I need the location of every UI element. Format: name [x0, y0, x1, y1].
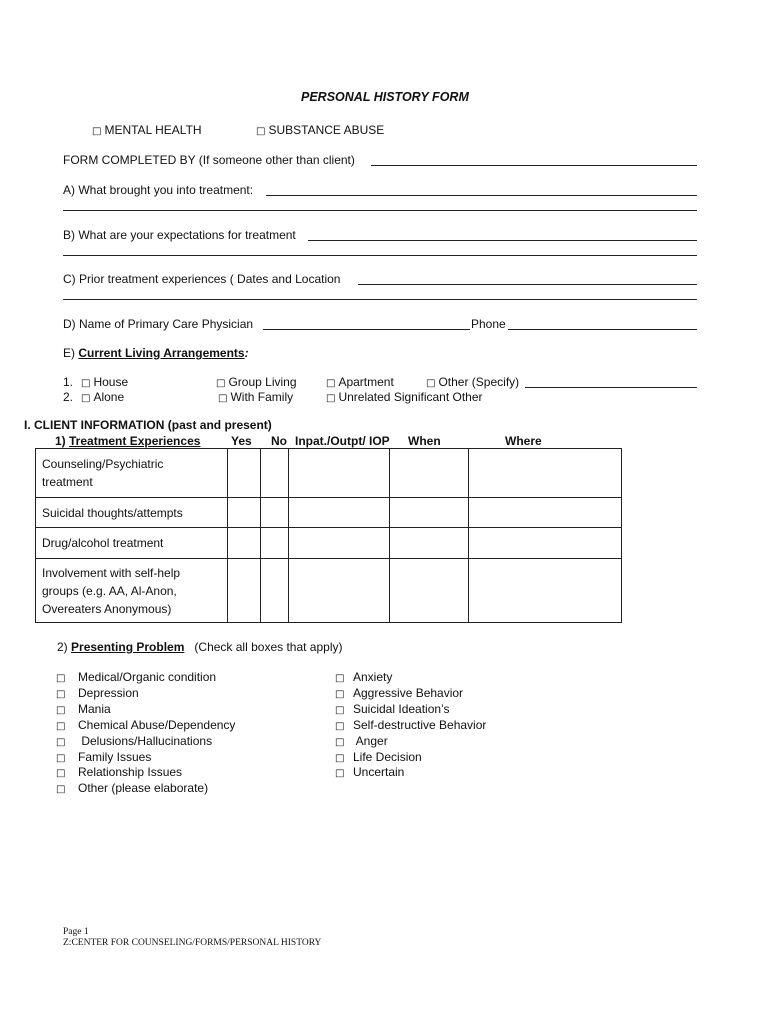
presenting-item[interactable] — [56, 765, 182, 779]
checkbox-icon[interactable]: □ — [335, 673, 345, 684]
mental-health-option[interactable] — [92, 123, 202, 137]
yes-cell[interactable] — [228, 498, 261, 528]
checkbox-icon[interactable]: □ — [92, 126, 102, 137]
presenting-item-label: Relationship Issues — [78, 765, 183, 780]
presenting-item-label: Anxiety — [353, 670, 393, 684]
presenting-item[interactable] — [56, 702, 111, 716]
question-b-field-line2[interactable] — [63, 255, 697, 256]
question-c-field-line2[interactable] — [63, 299, 697, 300]
presenting-problem-title: Presenting Problem — [71, 640, 185, 654]
where-cell[interactable] — [469, 528, 622, 559]
presenting-item[interactable] — [56, 734, 212, 748]
checkbox-icon[interactable]: □ — [335, 720, 345, 732]
question-c-label: C) Prior treatment experiences ( Dates and Location — [63, 272, 341, 286]
presenting-item[interactable] — [335, 670, 392, 684]
table-row — [36, 449, 622, 498]
checkbox-icon[interactable]: □ — [426, 378, 436, 389]
checkbox-icon[interactable]: □ — [335, 688, 345, 700]
living-num-2: 2. — [63, 390, 74, 404]
checkbox-icon[interactable]: □ — [56, 688, 66, 700]
presenting-item-label: Life Decision — [353, 749, 422, 764]
substance-abuse-label: SUBSTANCE ABUSE — [268, 123, 385, 137]
client-info-heading: I. CLIENT INFORMATION (past and present) — [24, 418, 272, 432]
living-option-other[interactable]: □ Other (Specify) — [426, 375, 520, 389]
column-no: No — [271, 434, 287, 448]
where-cell[interactable] — [469, 449, 622, 498]
inpat-cell[interactable] — [289, 449, 390, 498]
living-arrangements-title: Current Living Arrangements — [78, 346, 245, 360]
presenting-item[interactable] — [335, 718, 486, 732]
table-row — [36, 528, 622, 559]
phone-label: Phone — [471, 317, 506, 331]
when-cell[interactable] — [390, 449, 469, 498]
checkbox-icon[interactable]: □ — [56, 768, 66, 780]
inpat-cell[interactable] — [289, 498, 390, 528]
presenting-item-label: Medical/Organic condition — [78, 670, 217, 684]
form-title: PERSONAL HISTORY FORM — [301, 90, 469, 104]
presenting-item-label: Mania — [78, 701, 111, 716]
no-cell[interactable] — [261, 528, 289, 559]
yes-cell[interactable] — [228, 449, 261, 498]
column-when: When — [408, 434, 441, 448]
where-cell[interactable] — [469, 559, 622, 623]
presenting-item[interactable] — [335, 734, 388, 748]
when-cell[interactable] — [390, 559, 469, 623]
presenting-item[interactable] — [56, 686, 139, 700]
checkbox-icon[interactable]: □ — [56, 784, 66, 796]
treatment-table — [35, 448, 622, 623]
checkbox-icon[interactable]: □ — [56, 673, 66, 684]
checkbox-icon[interactable]: □ — [216, 378, 226, 389]
inpat-cell[interactable] — [289, 559, 390, 623]
question-c-field[interactable] — [358, 284, 697, 285]
question-d-label: D) Name of Primary Care Physician — [63, 317, 254, 331]
question-b-label: B) What are your expectations for treatment — [63, 228, 296, 242]
question-a-label: A) What brought you into treatment: — [63, 183, 254, 197]
page-number: Page 1 — [63, 927, 89, 937]
row-label: Drug/alcohol treatment — [36, 528, 228, 559]
presenting-item[interactable] — [56, 718, 235, 732]
column-inpat-outpt-iop: Inpat./Outpt/ IOP — [295, 434, 390, 448]
question-a-field[interactable] — [266, 195, 697, 196]
checkbox-icon[interactable]: □ — [335, 768, 345, 780]
column-where: Where — [505, 434, 542, 448]
checkbox-icon[interactable]: □ — [56, 704, 66, 716]
presenting-item[interactable] — [335, 765, 404, 779]
inpat-cell[interactable] — [289, 528, 390, 559]
presenting-item[interactable] — [56, 781, 208, 795]
checkbox-icon[interactable]: □ — [335, 736, 345, 748]
living-num-1: 1. — [63, 375, 74, 389]
presenting-item[interactable] — [335, 702, 450, 716]
question-b-field[interactable] — [308, 240, 697, 241]
living-option-house[interactable]: □ House — [81, 375, 129, 389]
row-label: Counseling/Psychiatric treatment — [36, 449, 228, 498]
yes-cell[interactable] — [228, 528, 261, 559]
phone-field[interactable] — [508, 329, 697, 330]
row-label: Suicidal thoughts/attempts — [36, 498, 228, 528]
question-a-field-line2[interactable] — [63, 210, 697, 211]
mental-health-label: MENTAL HEALTH — [104, 123, 202, 137]
presenting-item-label: Delusions/Hallucinations — [78, 733, 213, 748]
living-option-apartment[interactable]: □ Apartment — [326, 375, 394, 389]
presenting-item-label: Aggressive Behavior — [353, 685, 464, 700]
checkbox-icon[interactable]: □ — [81, 393, 91, 404]
checkbox-icon[interactable]: □ — [56, 736, 66, 748]
presenting-item[interactable] — [56, 670, 216, 684]
presenting-item[interactable] — [335, 750, 422, 764]
footer-path: Z:CENTER FOR COUNSELING/FORMS/PERSONAL HISTORY — [63, 938, 322, 948]
presenting-item-label: Self-destructive Behavior — [353, 717, 487, 732]
table-row — [36, 559, 622, 623]
completed-by-label: FORM COMPLETED BY (If someone other than client) — [63, 153, 355, 167]
living-option-group[interactable]: □ Group Living — [216, 375, 297, 389]
checkbox-icon[interactable]: □ — [335, 752, 345, 764]
living-option-alone[interactable]: □ Alone — [81, 390, 125, 404]
living-other-field[interactable] — [525, 387, 697, 388]
presenting-item[interactable] — [56, 750, 151, 764]
column-yes: Yes — [231, 434, 252, 448]
checkbox-icon[interactable]: □ — [218, 393, 228, 404]
checkbox-icon[interactable]: □ — [326, 378, 336, 389]
no-cell[interactable] — [261, 559, 289, 623]
presenting-item[interactable] — [335, 686, 463, 700]
presenting-problem-heading: 2) Presenting Problem (Check all boxes that apply) — [57, 640, 343, 654]
presenting-item-label: Suicidal Ideation’s — [353, 701, 450, 716]
presenting-item-label: Chemical Abuse/Dependency — [78, 717, 236, 732]
presenting-item-label: Other (please elaborate) — [78, 781, 209, 796]
presenting-item-label: Depression — [78, 685, 139, 700]
table-row — [36, 498, 622, 528]
treatment-experiences-heading: 1) Treatment Experiences — [55, 434, 201, 448]
completed-by-field[interactable] — [371, 165, 697, 166]
checkbox-icon[interactable]: □ — [326, 393, 336, 404]
row-label: Involvement with self-help groups (e.g. AA, Al-Anon, Overeaters Anonymous) — [36, 559, 228, 623]
physician-field[interactable] — [263, 329, 470, 330]
checkbox-icon[interactable]: □ — [56, 752, 66, 764]
checkbox-icon[interactable]: □ — [56, 720, 66, 732]
no-cell[interactable] — [261, 449, 289, 498]
presenting-item-label: Anger — [353, 733, 388, 748]
yes-cell[interactable] — [228, 559, 261, 623]
checkbox-icon[interactable]: □ — [81, 378, 91, 389]
living-option-family[interactable]: □ With Family — [218, 390, 294, 404]
checkbox-icon[interactable]: □ — [256, 126, 266, 137]
presenting-item-label: Uncertain — [353, 765, 405, 780]
question-e-heading: E) Current Living Arrangements: — [63, 346, 249, 360]
when-cell[interactable] — [390, 528, 469, 559]
where-cell[interactable] — [469, 498, 622, 528]
when-cell[interactable] — [390, 498, 469, 528]
substance-abuse-option[interactable] — [256, 123, 384, 137]
no-cell[interactable] — [261, 498, 289, 528]
checkbox-icon[interactable]: □ — [335, 704, 345, 716]
living-option-unrelated[interactable]: □ Unrelated Significant Other — [326, 390, 483, 404]
presenting-item-label: Family Issues — [78, 749, 152, 764]
